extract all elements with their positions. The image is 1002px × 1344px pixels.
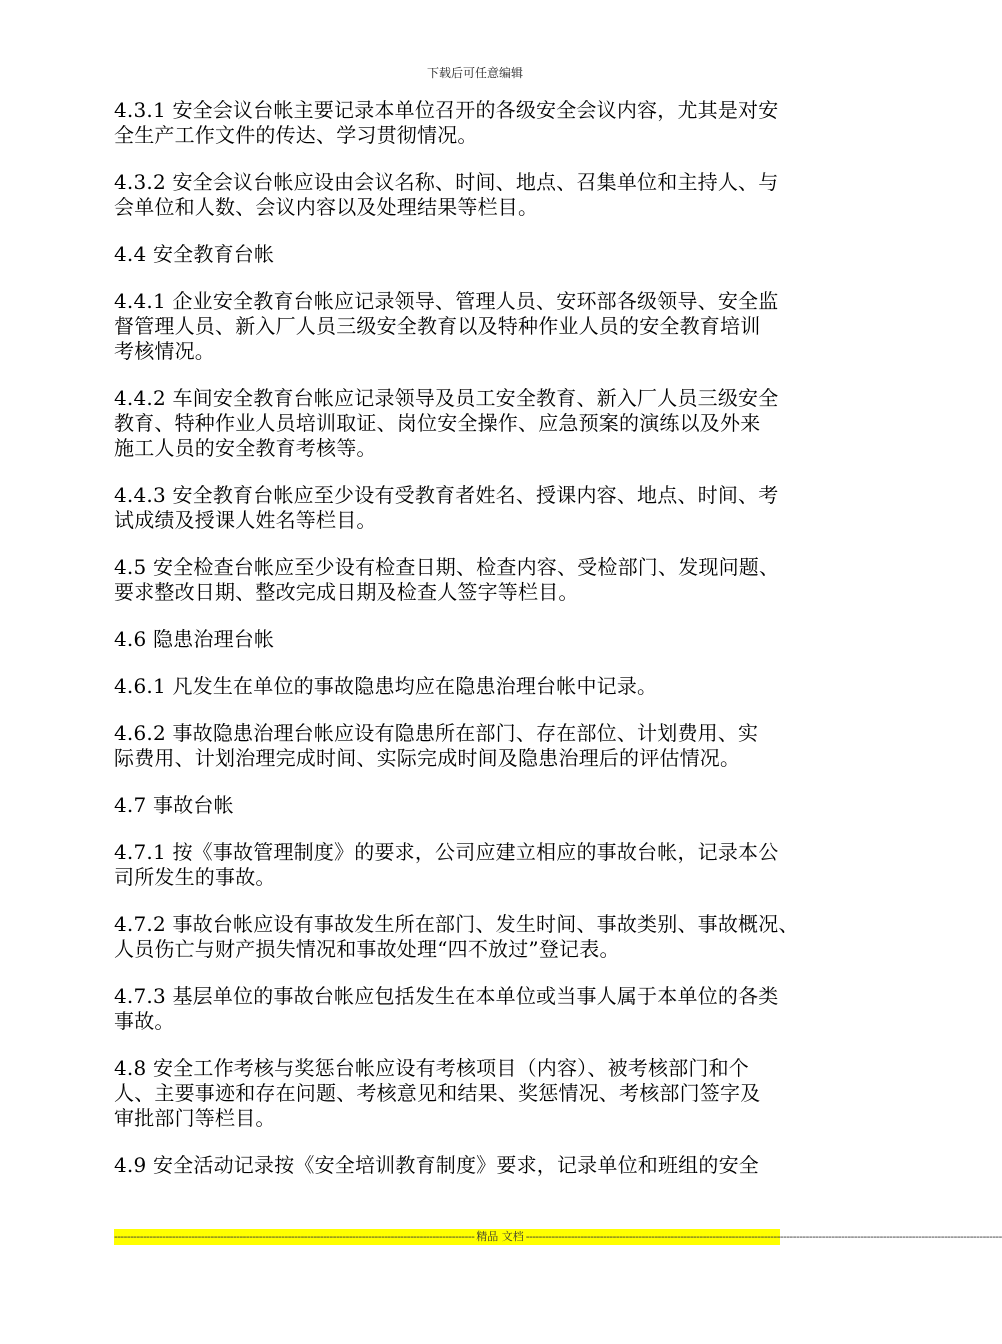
paragraph-line: 人、主要事迹和存在问题、考核意见和结果、奖惩情况、考核部门签字及 [114, 1081, 761, 1105]
paragraph-line: 会单位和人数、会议内容以及处理结果等栏目。 [114, 195, 539, 219]
page-header: 下载后可任意编辑 [426, 66, 523, 80]
paragraph-line: 人员伤亡与财产损失情况和事故处理“四不放过”登记表。 [114, 937, 620, 961]
document-body [114, 98, 864, 1200]
paragraph-line: 全生产工作文件的传达、学习贯彻情况。 [114, 123, 478, 147]
paragraph [114, 1153, 864, 1178]
paragraph-line: 4.8 安全工作考核与奖惩台帐应设有考核项目（内容）、被考核部门和个 [114, 1056, 749, 1080]
paragraph-line: 4.6.2 事故隐患治理台帐应设有隐患所在部门、存在部位、计划费用、实 [114, 721, 759, 745]
footer-banner [114, 1229, 1002, 1245]
paragraph [114, 840, 864, 890]
paragraph-line: 4.7.1 按《事故管理制度》的要求，公司应建立相应的事故台帐，记录本公 [114, 840, 779, 864]
paragraph-line: 4.3.2 安全会议台帐应设由会议名称、时间、地点、召集单位和主持人、与 [114, 170, 779, 194]
paragraph-line: 4.4.1 企业安全教育台帐应记录领导、管理人员、安环部各级领导、安全监 [114, 289, 779, 313]
paragraph-line: 际费用、计划治理完成时间、实际完成时间及隐患治理后的评估情况。 [114, 746, 741, 770]
paragraph-line: 试成绩及授课人姓名等栏目。 [114, 508, 377, 532]
paragraph-line: 施工人员的安全教育考核等。 [114, 436, 377, 460]
paragraph-line: 事故。 [114, 1009, 175, 1033]
paragraph-line: 4.7.3 基层单位的事故台帐应包括发生在本单位或当事人属于本单位的各类 [114, 984, 779, 1008]
paragraph [114, 386, 864, 461]
paragraph-line: 4.7 事故台帐 [114, 793, 234, 817]
paragraph-line: 4.4.2 车间安全教育台帐应记录领导及员工安全教育、新入厂人员三级安全 [114, 386, 779, 410]
paragraph-line: 督管理人员、新入厂人员三级安全教育以及特种作业人员的安全教育培训 [114, 314, 761, 338]
paragraph-line: 审批部门等栏目。 [114, 1106, 276, 1130]
paragraph-line: 4.9 安全活动记录按《安全培训教育制度》要求，记录单位和班组的安全 [114, 1153, 759, 1177]
paragraph-line: 4.3.1 安全会议台帐主要记录本单位召开的各级安全会议内容，尤其是对安 [114, 98, 779, 122]
paragraph-line: 4.7.2 事故台帐应设有事故发生所在部门、发生时间、事故类别、事故概况、 [114, 912, 799, 936]
paragraph [114, 242, 864, 267]
footer-dash-right: ---------------------------------------------------------------------------------------------------------------------------------------------------- [525, 1230, 1002, 1243]
paragraph [114, 912, 864, 962]
paragraph [114, 170, 864, 220]
paragraph [114, 984, 864, 1034]
paragraph [114, 793, 864, 818]
paragraph-line: 考核情况。 [114, 339, 215, 363]
footer-dash-left: ---------------------------------------------------------------------------------------------------------------- [114, 1230, 475, 1243]
paragraph-line: 要求整改日期、整改完成日期及检查人签字等栏目。 [114, 580, 579, 604]
paragraph [114, 721, 864, 771]
paragraph [114, 98, 864, 148]
paragraph-line: 教育、特种作业人员培训取证、岗位安全操作、应急预案的演练以及外来 [114, 411, 761, 435]
paragraph [114, 627, 864, 652]
paragraph-line: 4.5 安全检查台帐应至少设有检查日期、检查内容、受检部门、发现问题、 [114, 555, 780, 579]
paragraph [114, 555, 864, 605]
paragraph-line: 4.6 隐患治理台帐 [114, 627, 275, 651]
paragraph [114, 483, 864, 533]
paragraph-line: 4.4 安全教育台帐 [114, 242, 275, 266]
paragraph [114, 674, 864, 699]
paragraph-line: 4.4.3 安全教育台帐应至少设有受教育者姓名、授课内容、地点、时间、考 [114, 483, 779, 507]
paragraph [114, 1056, 864, 1131]
paragraph-line: 4.6.1 凡发生在单位的事故隐患均应在隐患治理台帐中记录。 [114, 674, 658, 698]
footer-label: 精品 文档 [476, 1230, 524, 1243]
paragraph [114, 289, 864, 364]
paragraph-line: 司所发生的事故。 [114, 865, 276, 889]
